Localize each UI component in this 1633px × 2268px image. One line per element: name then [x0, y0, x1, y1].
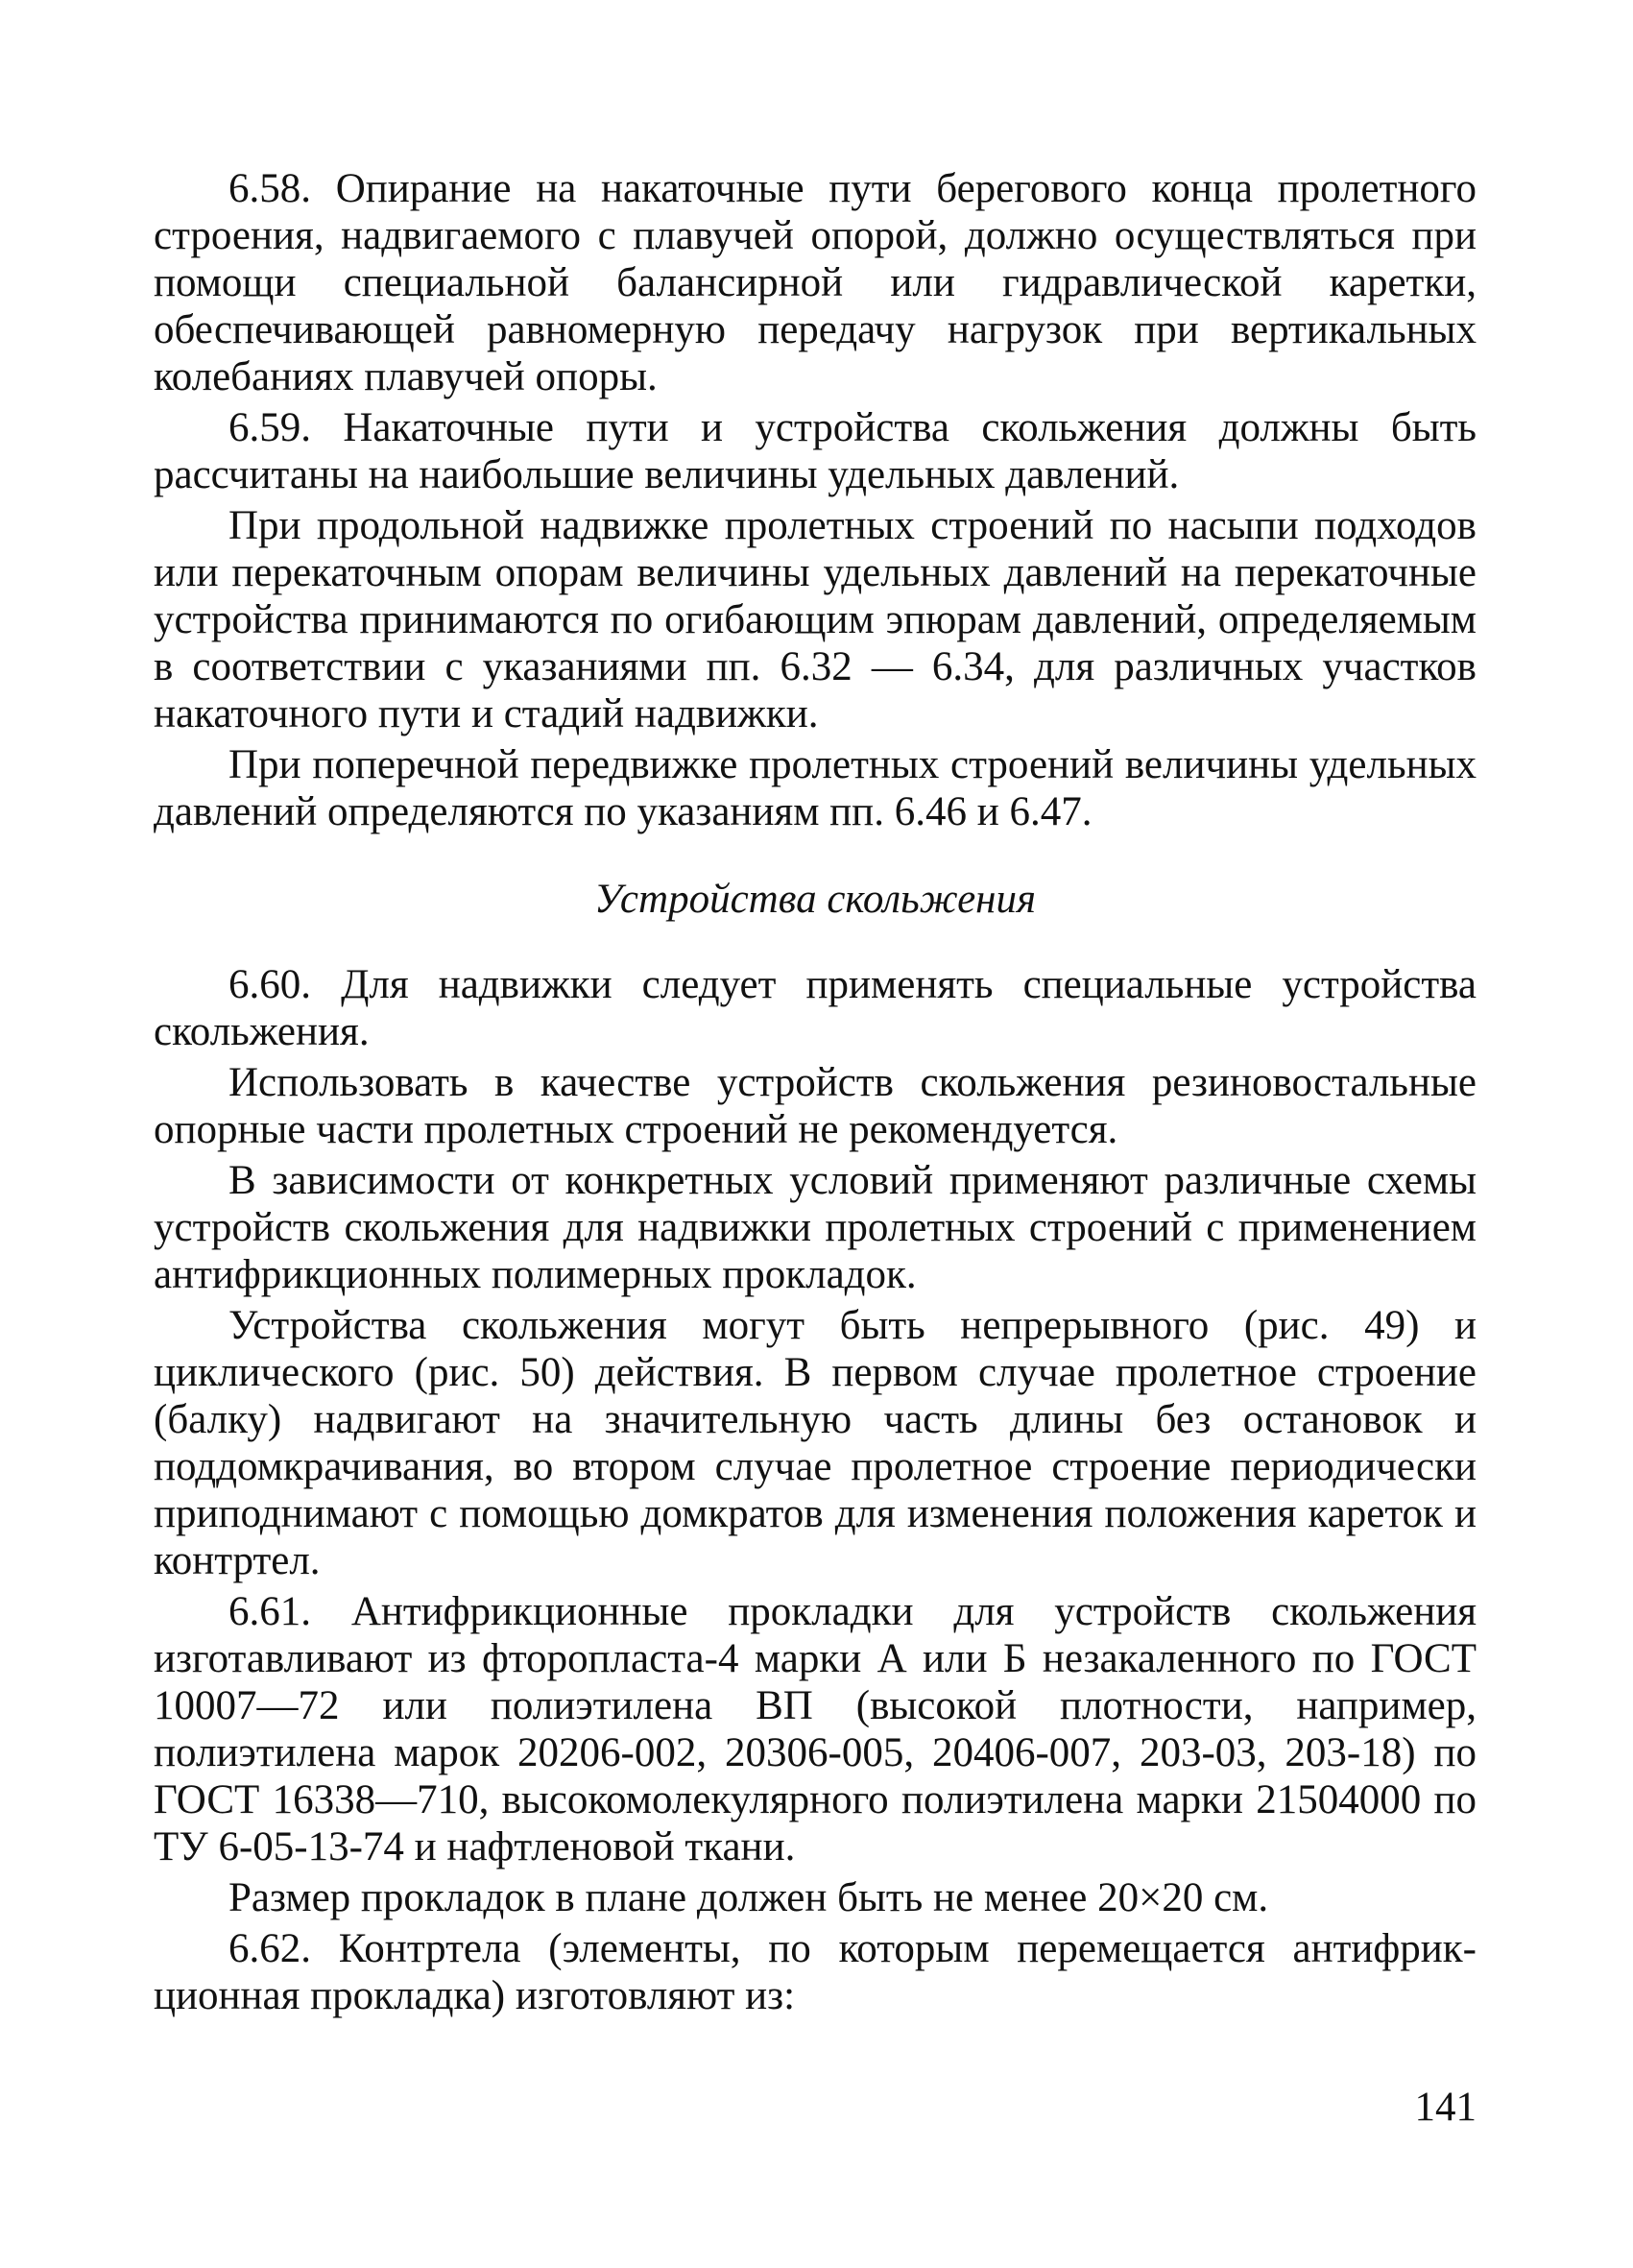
section-heading: Устройства скольжения [594, 877, 1036, 922]
paragraph-6-59: 6.59. Накаточные пути и устройства скольжения должны быть рассчитаны на наибольшие величины удельных давлений. [154, 405, 1477, 497]
paragraph-6-60: 6.60. Для надвижки следует применять специальные устройства скольжения. [154, 962, 1477, 1054]
paragraph-longitudinal-launching: При продольной надвижке пролетных строений по насыпи подходов или перекаточным опорам величины удельных давлений на перекаточные устройства принимаются по огибающим эпюрам давлений, определяемым в соответствии с указаниями пп. 6.32 — 6.34, для различных участков накаточного пути и стадий надвижки. [154, 503, 1477, 736]
paragraph-6-58: 6.58. Опирание на накаточные пути берегового конца пролетного строения, надвигаемого с плавучей опорой, должно осуществляться при помощи специальной балансирной или гидравлической каретки, обеспечивающей равномерную передачу нагрузок при вертикальных колебаниях плавучей опоры. [154, 166, 1477, 399]
paragraph-6-62: 6.62. Контртела (элементы, по которым перемещается антифрикционная прокладка) изготовляют из: [154, 1926, 1477, 2018]
paragraph-transverse-shifting: При поперечной передвижке пролетных строений величины удельных давлений определяются по указаниям пп. 6.46 и 6.47. [154, 742, 1477, 834]
paragraph-sliding-schemes: В зависимости от конкретных условий применяют различные схемы устройств скольжения для надвижки пролетных строений с применением антифрикционных полимерных прокладок. [154, 1158, 1477, 1297]
page-number: 141 [1414, 2085, 1477, 2130]
paragraph-6-61: 6.61. Антифрикционные прокладки для устройств скольжения изготавливают из фторопласта-4 марки А или Б незакаленного по ГОСТ 10007—72 или полиэтилена ВП (высокой плотности, например, полиэтилена марок 20206-002, 20306-005, 20406-007, 203-03, 203-18) по ГОСТ 16338—710, высокомолекулярного полиэтилена марки 21504000 по ТУ 6-05-13-74 и нафтленовой ткани. [154, 1589, 1477, 1870]
paragraph-pad-size: Размер прокладок в плане должен быть не менее 20×20 см. [228, 1875, 1269, 1920]
document-body [154, 165, 1477, 2023]
paragraph-rubber-bearings: Использовать в качестве устройств скольжения резиновостальные опорные части пролетных строений не рекомендуется. [154, 1060, 1477, 1152]
paragraph-continuous-cyclic: Устройства скольжения могут быть непрерывного (рис. 49) и циклического (рис. 50) действия. В первом случае пролетное строение (балку) надвигают на значительную часть длины без остановок и поддомкрачивания, во втором случае пролетное строение периодически приподнимают с помощью домкратов для изменения положения кареток и контртел. [154, 1303, 1477, 1583]
